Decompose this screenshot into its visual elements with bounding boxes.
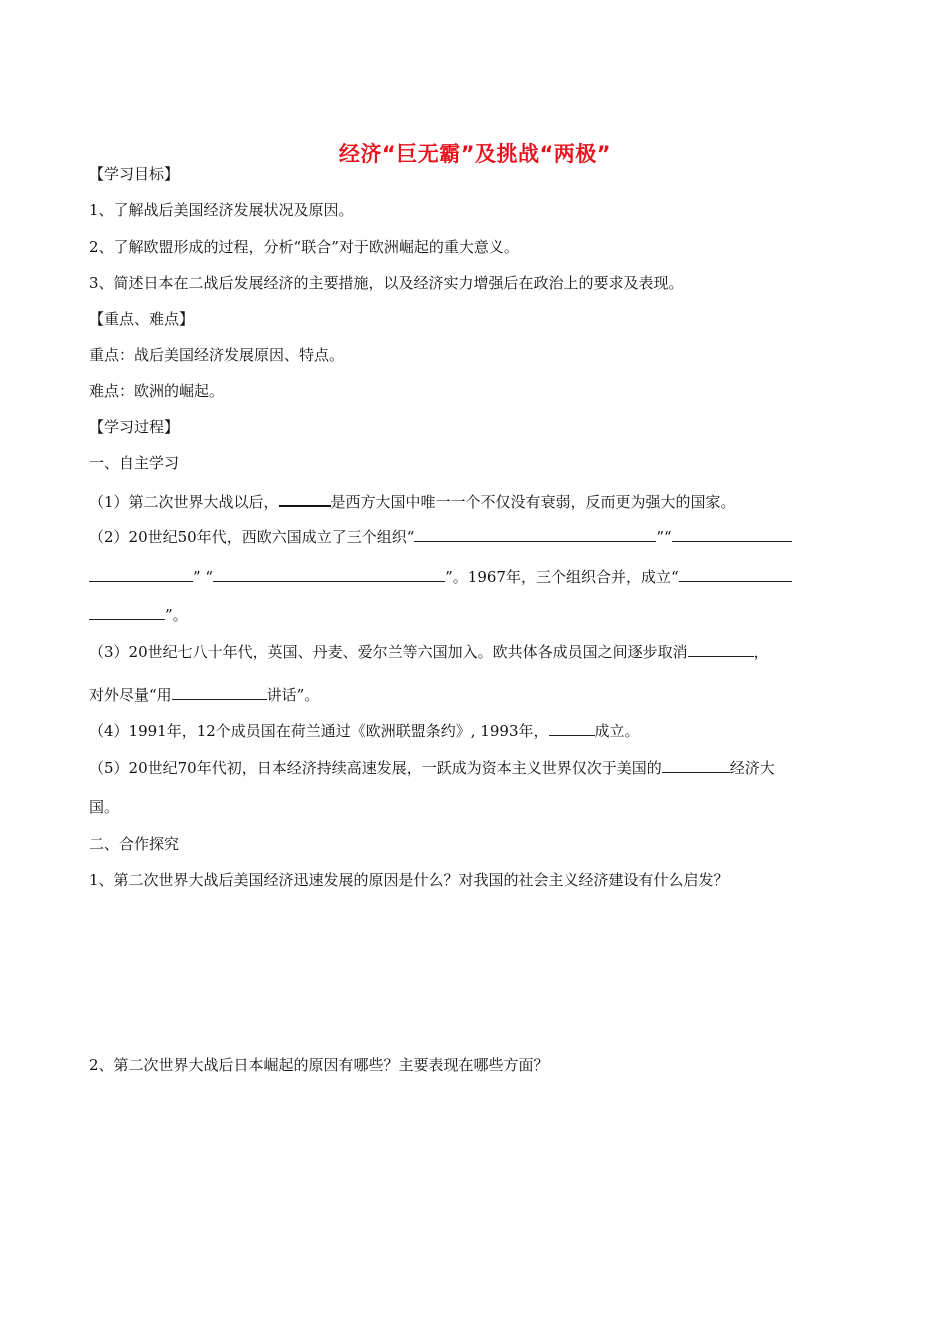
question-3 [89, 641, 769, 662]
question-4-text-a: （4）1991年，12个成员国在荷兰通过《欧洲联盟条约》, 1993年， [89, 722, 549, 740]
question-5-text-b: 经济大 [729, 759, 775, 777]
answer-blank[interactable] [89, 566, 193, 582]
question-2-text-a: （2）20世纪50年代，西欧六国成立了三个组织“ [89, 528, 415, 546]
question-3-text-b: ， [753, 643, 769, 661]
question-2-cont [89, 566, 792, 587]
question-2-end [89, 604, 188, 625]
question-2-text-c: ” “ [193, 568, 214, 586]
objectives-heading: 【学习目标】 [89, 165, 180, 183]
key-points-heading: 【重点、难点】 [89, 310, 195, 328]
question-3-cont [89, 684, 319, 705]
question-3-text-d: 讲话”。 [266, 686, 320, 704]
section-cooperative-inquiry: 二、合作探究 [89, 835, 180, 853]
question-3-text-a: （3）20世纪七八十年代，英国、丹麦、爱尔兰等六国加入。欧共体各成员国之间逐步取消 [89, 643, 688, 661]
question-1-text-a: （1）第二次世界大战以后， [89, 493, 279, 511]
answer-blank[interactable] [688, 641, 754, 657]
inquiry-question-2: 2、第二次世界大战后日本崛起的原因有哪些？主要表现在哪些方面？ [89, 1056, 549, 1074]
question-1 [89, 490, 736, 512]
question-1-text-b: 是西方大国中唯一一个不仅没有衰弱，反而更为强大的国家。 [330, 493, 736, 511]
question-5-end: 国。 [89, 798, 120, 816]
question-2-text-d: ”。1967年，三个组织合并，成立“ [445, 568, 679, 586]
inquiry-question-1: 1、第二次世界大战后美国经济迅速发展的原因是什么？对我国的社会主义经济建设有什么启发？ [89, 871, 729, 889]
question-4-text-b: 成立。 [594, 722, 640, 740]
question-2-text-e: ”。 [165, 606, 188, 624]
answer-blank[interactable] [279, 490, 331, 507]
objective-item-2: 2、了解欧盟形成的过程，分析“联合”对于欧洲崛起的重大意义。 [89, 238, 519, 256]
page-title: 经济“巨无霸”及挑战“两极” [338, 142, 612, 166]
answer-blank[interactable] [89, 604, 165, 620]
answer-blank[interactable] [549, 720, 595, 736]
answer-blank[interactable] [672, 526, 792, 542]
difficult-point: 难点：欧洲的崛起。 [89, 382, 225, 400]
process-heading: 【学习过程】 [89, 418, 180, 436]
answer-blank[interactable] [679, 566, 792, 582]
answer-blank[interactable] [662, 757, 730, 773]
answer-blank[interactable] [414, 526, 656, 542]
objective-item-3: 3、简述日本在二战后发展经济的主要措施，以及经济实力增强后在政治上的要求及表现。 [89, 274, 684, 292]
answer-blank[interactable] [213, 566, 445, 582]
question-5 [89, 757, 775, 778]
section-self-study: 一、自主学习 [89, 454, 180, 472]
question-5-text-a: （5）20世纪70年代初，日本经济持续高速发展，一跃成为资本主义世界仅次于美国的 [89, 759, 662, 777]
question-4 [89, 720, 640, 741]
question-2 [89, 526, 792, 547]
question-3-text-c: 对外尽量“用 [89, 686, 172, 704]
answer-blank[interactable] [172, 684, 267, 700]
key-point: 重点：战后美国经济发展原因、特点。 [89, 346, 345, 364]
question-2-text-b: ”“ [656, 528, 672, 546]
objective-item-1: 1、了解战后美国经济发展状况及原因。 [89, 201, 354, 219]
